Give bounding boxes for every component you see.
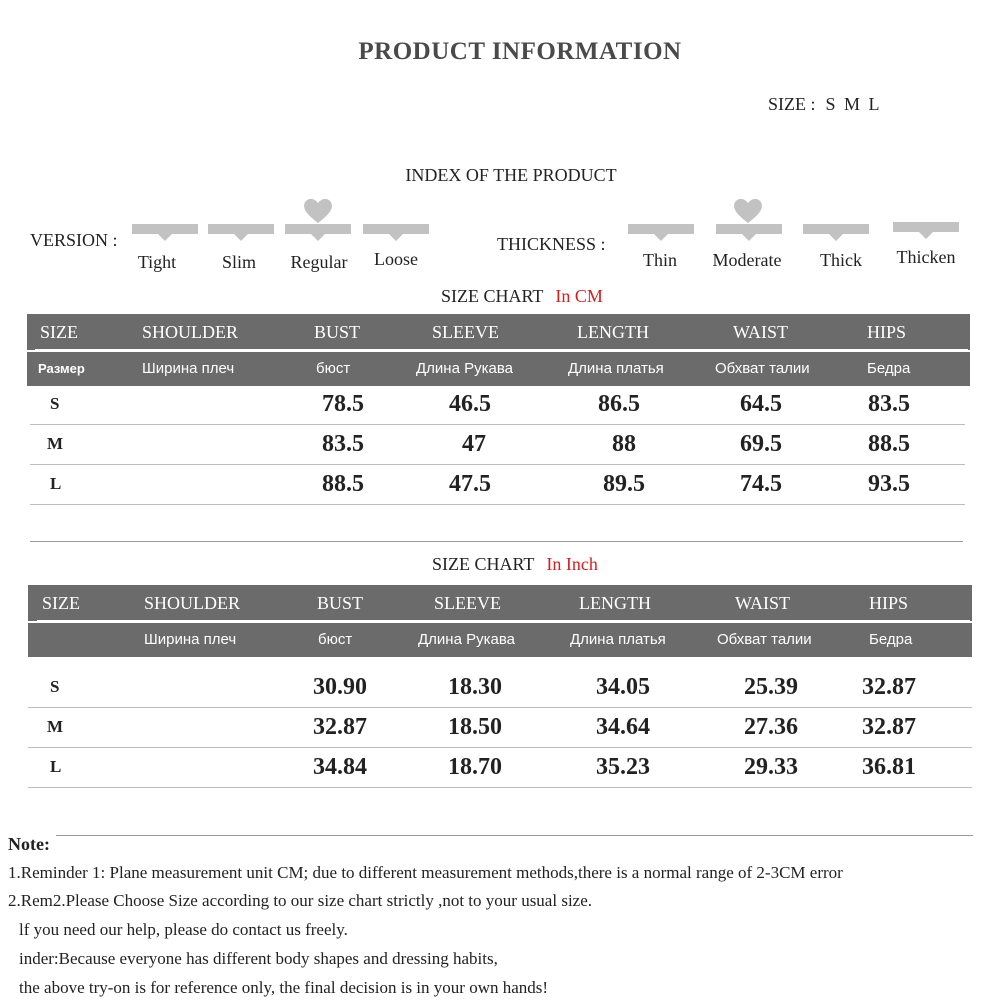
version-option-loose: Loose <box>374 249 418 269</box>
cell-waist: 29.33 <box>744 754 798 780</box>
table-row <box>30 464 965 505</box>
size-line <box>768 94 882 115</box>
subheader-shoulder: Ширина плеч <box>142 360 235 377</box>
table-row <box>28 667 972 708</box>
page-title: PRODUCT INFORMATION <box>358 38 682 65</box>
version-option-regular: Regular <box>290 252 348 272</box>
notes-title: Note: <box>8 834 50 854</box>
subheader-shoulder: Ширина плеч <box>144 631 237 648</box>
cell-bust: 78.5 <box>322 391 364 417</box>
thickness-bar-thin <box>628 224 694 234</box>
table-subheader <box>27 352 970 386</box>
cell-size: M <box>47 717 64 736</box>
subheader-sleeve: Длина Рукава <box>418 631 515 648</box>
size-chart-cm-title <box>441 286 603 307</box>
section-divider <box>30 541 963 542</box>
header-length: LENGTH <box>579 593 651 613</box>
heart-icon <box>733 198 763 224</box>
cell-sleeve: 18.50 <box>448 714 502 740</box>
subheader-sleeve: Длина Рукава <box>416 360 513 377</box>
subheader-length: Длина платья <box>570 631 666 648</box>
subheader-hips: Бедра <box>867 360 911 377</box>
subheader-bust: бюст <box>316 360 351 377</box>
heart-icon <box>303 198 333 224</box>
version-label: VERSION : <box>30 230 118 250</box>
version-bar-loose <box>363 224 429 234</box>
header-sleeve: SLEEVE <box>434 593 501 613</box>
chart-title-text: SIZE CHART <box>441 286 544 306</box>
notes-divider <box>56 835 973 836</box>
header-bust: BUST <box>317 593 364 613</box>
cell-size: S <box>50 394 60 413</box>
header-waist: WAIST <box>735 593 790 613</box>
thickness-label: THICKNESS : <box>497 234 606 254</box>
note-line: 1.Reminder 1: Plane measurement unit CM; due to different measurement methods,there is a normal range of 2-3CM error <box>8 863 843 882</box>
subheader-hips: Бедра <box>869 631 913 648</box>
cell-waist: 25.39 <box>744 674 798 700</box>
cell-length: 88 <box>612 431 636 457</box>
header-size: SIZE <box>42 593 80 613</box>
cell-bust: 32.87 <box>313 714 367 740</box>
thickness-bar-thick <box>803 224 869 234</box>
header-waist: WAIST <box>733 322 788 342</box>
cell-hips: 83.5 <box>868 391 910 417</box>
cell-bust: 88.5 <box>322 471 364 497</box>
cell-hips: 32.87 <box>862 714 916 740</box>
version-bar-regular <box>285 224 351 234</box>
index-title: INDEX OF THE PRODUCT <box>405 165 617 185</box>
size-values: S M L <box>825 94 882 114</box>
cell-hips: 36.81 <box>862 754 916 780</box>
cell-length: 34.05 <box>596 674 650 700</box>
cell-sleeve: 47 <box>462 431 486 457</box>
cell-bust: 30.90 <box>313 674 367 700</box>
cell-bust: 83.5 <box>322 431 364 457</box>
cell-hips: 32.87 <box>862 674 916 700</box>
header-bust: BUST <box>314 322 361 342</box>
cell-size: M <box>47 434 64 453</box>
header-shoulder: SHOULDER <box>144 593 241 613</box>
cell-length: 86.5 <box>598 391 640 417</box>
header-hips: HIPS <box>867 322 907 342</box>
table-row <box>30 384 965 425</box>
table-subheader <box>28 623 972 657</box>
cell-waist: 64.5 <box>740 391 782 417</box>
subheader-waist: Обхват талии <box>715 360 810 377</box>
size-chart-inch-title <box>432 554 598 575</box>
header-hips: HIPS <box>869 593 909 613</box>
version-option-slim: Slim <box>221 252 256 272</box>
note-line: lf you need our help, please do contact us freely. <box>19 920 348 939</box>
note-line: inder:Because everyone has different body shapes and dressing habits, <box>19 949 498 968</box>
cell-bust: 34.84 <box>313 754 367 780</box>
cell-waist: 69.5 <box>740 431 782 457</box>
version-option-tight: Tight <box>137 252 177 272</box>
subheader-length: Длина платья <box>568 360 664 377</box>
cell-waist: 74.5 <box>740 471 782 497</box>
thickness-option-thin: Thin <box>643 250 677 270</box>
table-row <box>28 747 972 788</box>
table-row <box>28 707 972 748</box>
cell-hips: 93.5 <box>868 471 910 497</box>
cell-sleeve: 46.5 <box>449 391 491 417</box>
cell-waist: 27.36 <box>744 714 798 740</box>
version-bar-tight <box>132 224 198 234</box>
cell-size: L <box>50 474 62 493</box>
cell-length: 34.64 <box>596 714 650 740</box>
chart-title-text: SIZE CHART <box>432 554 535 574</box>
cell-size: L <box>50 757 62 776</box>
thickness-option-moderate: Moderate <box>712 250 782 270</box>
table-row <box>30 424 965 465</box>
subheader-size: Размер <box>38 361 85 376</box>
table-header <box>27 314 970 350</box>
header-sleeve: SLEEVE <box>432 322 499 342</box>
header-length: LENGTH <box>577 322 649 342</box>
table-header <box>28 585 972 621</box>
header-size: SIZE <box>40 322 78 342</box>
thickness-option-thicken: Thicken <box>896 247 956 267</box>
cell-hips: 88.5 <box>868 431 910 457</box>
chart-unit: In Inch <box>546 554 598 574</box>
note-line: 2.Rem2.Please Choose Size according to our size chart strictly ,not to your usual size. <box>8 891 593 910</box>
note-line: the above try-on is for reference only, the final decision is in your own hands! <box>19 978 549 997</box>
size-label: SIZE : <box>768 94 816 114</box>
cell-sleeve: 47.5 <box>449 471 491 497</box>
cell-sleeve: 18.70 <box>448 754 502 780</box>
cell-size: S <box>50 677 60 696</box>
cell-length: 89.5 <box>603 471 645 497</box>
thickness-bar-moderate <box>716 224 782 234</box>
header-shoulder: SHOULDER <box>142 322 239 342</box>
version-bar-slim <box>208 224 274 234</box>
cell-sleeve: 18.30 <box>448 674 502 700</box>
thickness-option-thick: Thick <box>820 250 862 270</box>
chart-unit: In CM <box>555 286 603 306</box>
subheader-waist: Обхват талии <box>717 631 812 648</box>
subheader-bust: бюст <box>318 631 353 648</box>
thickness-bar-thicken <box>893 222 959 232</box>
cell-length: 35.23 <box>596 754 650 780</box>
